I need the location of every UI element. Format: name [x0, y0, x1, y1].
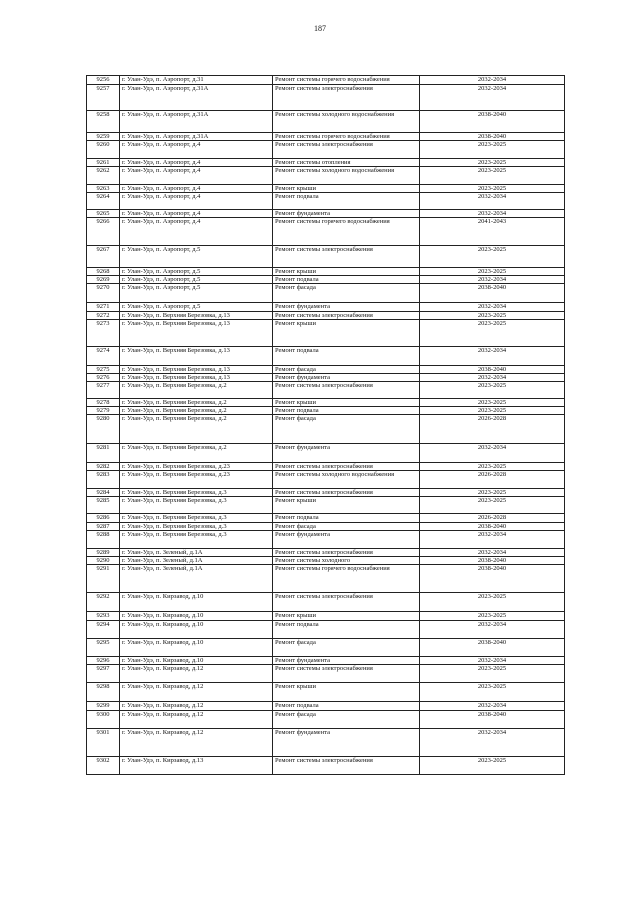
period-cell: 2032-2034 [420, 374, 565, 382]
table-row [87, 268, 565, 276]
row-number-cell: 9272 [87, 312, 120, 320]
address-cell: г. Улан-Удэ, п. Кирзавод, д.12 [120, 711, 273, 729]
work-type-cell: Ремонт системы холодного водоснабжения [273, 471, 420, 489]
table-row [87, 497, 565, 514]
period-cell: 2038-2040 [420, 639, 565, 657]
row-number-cell: 9291 [87, 565, 120, 593]
row-number-cell: 9264 [87, 193, 120, 210]
row-number-cell: 9279 [87, 407, 120, 415]
row-number-cell: 9269 [87, 276, 120, 284]
table-row [87, 374, 565, 382]
work-type-cell: Ремонт системы горячего водоснабжения [273, 218, 420, 246]
address-cell: г. Улан-Удэ, п. Верхняя Березовка, д.23 [120, 471, 273, 489]
period-cell: 2032-2034 [420, 702, 565, 711]
row-number-cell: 9285 [87, 497, 120, 514]
address-cell: г. Улан-Удэ, п. Верхняя Березовка, д.23 [120, 463, 273, 471]
table-row [87, 514, 565, 523]
period-cell: 2023-2025 [420, 612, 565, 621]
row-number-cell: 9278 [87, 399, 120, 407]
work-type-cell: Ремонт системы электроснабжения [273, 593, 420, 612]
address-cell: г. Улан-Удэ, п. Аэропорт, д.5 [120, 276, 273, 284]
address-cell: г. Улан-Удэ, п. Верхняя Березовка, д.3 [120, 514, 273, 523]
period-cell: 2032-2034 [420, 276, 565, 284]
period-cell: 2026-2028 [420, 415, 565, 444]
address-cell: г. Улан-Удэ, п. Аэропорт, д.31А [120, 85, 273, 111]
address-cell: г. Улан-Удэ, п. Кирзавод, д.12 [120, 665, 273, 683]
work-type-cell: Ремонт фундамента [273, 303, 420, 312]
row-number-cell: 9276 [87, 374, 120, 382]
table-row [87, 711, 565, 729]
row-number-cell: 9281 [87, 444, 120, 463]
period-cell: 2032-2034 [420, 444, 565, 463]
table-row [87, 612, 565, 621]
period-cell: 2038-2040 [420, 711, 565, 729]
address-cell: г. Улан-Удэ, п. Аэропорт, д.5 [120, 284, 273, 303]
row-number-cell: 9298 [87, 683, 120, 702]
table-row [87, 531, 565, 549]
work-type-cell: Ремонт системы электроснабжения [273, 757, 420, 775]
address-cell: г. Улан-Удэ, п. Аэропорт, д.4 [120, 167, 273, 185]
table-row [87, 347, 565, 366]
table-row [87, 683, 565, 702]
period-cell: 2023-2025 [420, 268, 565, 276]
work-type-cell: Ремонт системы холодного водоснабжения [273, 167, 420, 185]
period-cell: 2023-2025 [420, 665, 565, 683]
work-type-cell: Ремонт фасада [273, 415, 420, 444]
address-cell: г. Улан-Удэ, п. Верхняя Березовка, д.3 [120, 489, 273, 497]
period-cell: 2026-2028 [420, 471, 565, 489]
work-type-cell: Ремонт подвала [273, 347, 420, 366]
table-row [87, 218, 565, 246]
table-row [87, 489, 565, 497]
table-row [87, 665, 565, 683]
row-number-cell: 9273 [87, 320, 120, 347]
table-row [87, 276, 565, 284]
period-cell: 2023-2025 [420, 312, 565, 320]
work-type-cell: Ремонт подвала [273, 193, 420, 210]
period-cell: 2038-2040 [420, 557, 565, 565]
table-row [87, 366, 565, 374]
table-row [87, 85, 565, 111]
work-type-cell: Ремонт фасада [273, 366, 420, 374]
address-cell: г. Улан-Удэ, п. Аэропорт, д.4 [120, 159, 273, 167]
row-number-cell: 9270 [87, 284, 120, 303]
work-type-cell: Ремонт крыши [273, 497, 420, 514]
row-number-cell: 9280 [87, 415, 120, 444]
address-cell: г. Улан-Удэ, п. Верхняя Березовка, д.3 [120, 523, 273, 531]
row-number-cell: 9277 [87, 382, 120, 399]
work-type-cell: Ремонт подвала [273, 621, 420, 639]
address-cell: г. Улан-Удэ, п. Зеленый, д.1А [120, 565, 273, 593]
address-cell: г. Улан-Удэ, п. Верхняя Березовка, д.2 [120, 399, 273, 407]
table-row [87, 303, 565, 312]
period-cell: 2023-2025 [420, 463, 565, 471]
work-type-cell: Ремонт фундамента [273, 531, 420, 549]
period-cell: 2038-2040 [420, 111, 565, 133]
work-type-cell: Ремонт крыши [273, 683, 420, 702]
period-cell: 2023-2025 [420, 167, 565, 185]
table-row [87, 167, 565, 185]
period-cell: 2023-2025 [420, 320, 565, 347]
work-type-cell: Ремонт крыши [273, 185, 420, 193]
address-cell: г. Улан-Удэ, п. Верхняя Березовка, д.2 [120, 415, 273, 444]
table-row [87, 407, 565, 415]
period-cell: 2023-2025 [420, 382, 565, 399]
period-cell: 2023-2025 [420, 683, 565, 702]
work-type-cell: Ремонт фасада [273, 284, 420, 303]
period-cell: 2023-2025 [420, 399, 565, 407]
address-cell: г. Улан-Удэ, п. Аэропорт, д.31 [120, 76, 273, 85]
table-row [87, 523, 565, 531]
address-cell: г. Улан-Удэ, п. Верхняя Березовка, д.13 [120, 347, 273, 366]
row-number-cell: 9297 [87, 665, 120, 683]
period-cell: 2023-2025 [420, 185, 565, 193]
work-type-cell: Ремонт крыши [273, 612, 420, 621]
table-row [87, 111, 565, 133]
period-cell: 2023-2025 [420, 159, 565, 167]
period-cell: 2026-2028 [420, 514, 565, 523]
period-cell: 2023-2025 [420, 246, 565, 268]
table-row [87, 639, 565, 657]
address-cell: г. Улан-Удэ, п. Кирзавод, д.10 [120, 621, 273, 639]
table-row [87, 729, 565, 757]
row-number-cell: 9262 [87, 167, 120, 185]
row-number-cell: 9260 [87, 141, 120, 159]
period-cell: 2032-2034 [420, 210, 565, 218]
address-cell: г. Улан-Удэ, п. Аэропорт, д.5 [120, 246, 273, 268]
table-row [87, 320, 565, 347]
row-number-cell: 9261 [87, 159, 120, 167]
table-row [87, 159, 565, 167]
work-type-cell: Ремонт крыши [273, 399, 420, 407]
address-cell: г. Улан-Удэ, п. Верхняя Березовка, д.13 [120, 312, 273, 320]
row-number-cell: 9274 [87, 347, 120, 366]
table-row [87, 284, 565, 303]
period-cell: 2041-2043 [420, 218, 565, 246]
row-number-cell: 9301 [87, 729, 120, 757]
table-row [87, 312, 565, 320]
work-type-cell: Ремонт системы электроснабжения [273, 382, 420, 399]
row-number-cell: 9266 [87, 218, 120, 246]
work-type-cell: Ремонт системы электроснабжения [273, 246, 420, 268]
address-cell: г. Улан-Удэ, п. Аэропорт, д.5 [120, 268, 273, 276]
address-cell: г. Улан-Удэ, п. Кирзавод, д.12 [120, 729, 273, 757]
work-type-cell: Ремонт крыши [273, 320, 420, 347]
period-cell: 2023-2025 [420, 757, 565, 775]
work-type-cell: Ремонт системы холодного водоснабжения [273, 111, 420, 133]
table-row [87, 185, 565, 193]
period-cell: 2038-2040 [420, 133, 565, 141]
table-row [87, 549, 565, 557]
address-cell: г. Улан-Удэ, п. Кирзавод, д.10 [120, 657, 273, 665]
address-cell: г. Улан-Удэ, п. Верхняя Березовка, д.2 [120, 382, 273, 399]
address-cell: г. Улан-Удэ, п. Аэропорт, д.4 [120, 193, 273, 210]
row-number-cell: 9288 [87, 531, 120, 549]
table-row [87, 399, 565, 407]
period-cell: 2023-2025 [420, 407, 565, 415]
row-number-cell: 9290 [87, 557, 120, 565]
row-number-cell: 9268 [87, 268, 120, 276]
table-row [87, 193, 565, 210]
table-row [87, 757, 565, 775]
address-cell: г. Улан-Удэ, п. Верхняя Березовка, д.2 [120, 407, 273, 415]
address-cell: г. Улан-Удэ, п. Верхняя Березовка, д.13 [120, 374, 273, 382]
work-type-cell: Ремонт фасада [273, 639, 420, 657]
address-cell: г. Улан-Удэ, п. Кирзавод, д.12 [120, 683, 273, 702]
table-row [87, 210, 565, 218]
work-type-cell: Ремонт системы горячего водоснабжения [273, 76, 420, 85]
address-cell: г. Улан-Удэ, п. Кирзавод, д.10 [120, 593, 273, 612]
row-number-cell: 9263 [87, 185, 120, 193]
address-cell: г. Улан-Удэ, п. Аэропорт, д.4 [120, 210, 273, 218]
work-type-cell: Ремонт фундамента [273, 210, 420, 218]
row-number-cell: 9284 [87, 489, 120, 497]
period-cell: 2032-2034 [420, 85, 565, 111]
work-type-cell: Ремонт крыши [273, 268, 420, 276]
row-number-cell: 9289 [87, 549, 120, 557]
table-row [87, 463, 565, 471]
period-cell: 2032-2034 [420, 531, 565, 549]
work-type-cell: Ремонт подвала [273, 407, 420, 415]
period-cell: 2032-2034 [420, 729, 565, 757]
work-type-cell: Ремонт фундамента [273, 657, 420, 665]
address-cell: г. Улан-Удэ, п. Верхняя Березовка, д.13 [120, 320, 273, 347]
row-number-cell: 9292 [87, 593, 120, 612]
table-row [87, 415, 565, 444]
address-cell: г. Улан-Удэ, п. Кирзавод, д.13 [120, 757, 273, 775]
address-cell: г. Улан-Удэ, п. Аэропорт, д.4 [120, 141, 273, 159]
table-row [87, 621, 565, 639]
row-number-cell: 9258 [87, 111, 120, 133]
row-number-cell: 9300 [87, 711, 120, 729]
work-type-cell: Ремонт системы электроснабжения [273, 141, 420, 159]
row-number-cell: 9286 [87, 514, 120, 523]
work-type-cell: Ремонт системы отопления [273, 159, 420, 167]
address-cell: г. Улан-Удэ, п. Аэропорт, д.31А [120, 133, 273, 141]
address-cell: г. Улан-Удэ, п. Зеленый, д.1А [120, 549, 273, 557]
period-cell: 2032-2034 [420, 549, 565, 557]
work-type-cell: Ремонт системы горячего водоснабжения [273, 565, 420, 593]
period-cell: 2032-2034 [420, 621, 565, 639]
address-cell: г. Улан-Удэ, п. Верхняя Березовка, д.13 [120, 366, 273, 374]
row-number-cell: 9302 [87, 757, 120, 775]
address-cell: г. Улан-Удэ, п. Кирзавод, д.10 [120, 612, 273, 621]
row-number-cell: 9283 [87, 471, 120, 489]
period-cell: 2032-2034 [420, 193, 565, 210]
table-row [87, 593, 565, 612]
period-cell: 2023-2025 [420, 593, 565, 612]
work-type-cell: Ремонт подвала [273, 514, 420, 523]
row-number-cell: 9296 [87, 657, 120, 665]
row-number-cell: 9271 [87, 303, 120, 312]
period-cell: 2038-2040 [420, 565, 565, 593]
table-row [87, 133, 565, 141]
period-cell: 2032-2034 [420, 76, 565, 85]
work-type-cell: Ремонт фасада [273, 711, 420, 729]
work-type-cell: Ремонт подвала [273, 276, 420, 284]
period-cell: 2038-2040 [420, 284, 565, 303]
period-cell: 2023-2025 [420, 489, 565, 497]
row-number-cell: 9265 [87, 210, 120, 218]
table-row [87, 702, 565, 711]
address-cell: г. Улан-Удэ, п. Аэропорт, д.4 [120, 218, 273, 246]
row-number-cell: 9282 [87, 463, 120, 471]
table-row [87, 657, 565, 665]
row-number-cell: 9259 [87, 133, 120, 141]
table-row [87, 471, 565, 489]
address-cell: г. Улан-Удэ, п. Верхняя Березовка, д.3 [120, 497, 273, 514]
row-number-cell: 9256 [87, 76, 120, 85]
work-type-cell: Ремонт фундамента [273, 444, 420, 463]
table-row [87, 246, 565, 268]
work-type-cell: Ремонт системы электроснабжения [273, 665, 420, 683]
address-cell: г. Улан-Удэ, п. Зеленый, д.1А [120, 557, 273, 565]
address-cell: г. Улан-Удэ, п. Аэропорт, д.5 [120, 303, 273, 312]
address-cell: г. Улан-Удэ, п. Аэропорт, д.4 [120, 185, 273, 193]
address-cell: г. Улан-Удэ, п. Кирзавод, д.10 [120, 639, 273, 657]
address-cell: г. Улан-Удэ, п. Верхняя Березовка, д.2 [120, 444, 273, 463]
period-cell: 2032-2034 [420, 657, 565, 665]
row-number-cell: 9257 [87, 85, 120, 111]
work-type-cell: Ремонт системы холодного [273, 557, 420, 565]
row-number-cell: 9295 [87, 639, 120, 657]
period-cell: 2038-2040 [420, 523, 565, 531]
address-cell: г. Улан-Удэ, п. Аэропорт, д.31А [120, 111, 273, 133]
page-number: 187 [314, 24, 326, 33]
address-cell: г. Улан-Удэ, п. Верхняя Березовка, д.3 [120, 531, 273, 549]
table-row [87, 557, 565, 565]
work-type-cell: Ремонт системы электроснабжения [273, 549, 420, 557]
period-cell: 2032-2034 [420, 347, 565, 366]
row-number-cell: 9267 [87, 246, 120, 268]
table-row [87, 444, 565, 463]
row-number-cell: 9299 [87, 702, 120, 711]
repair-schedule-table [86, 75, 565, 775]
work-type-cell: Ремонт фундамента [273, 374, 420, 382]
work-type-cell: Ремонт системы электроснабжения [273, 463, 420, 471]
period-cell: 2032-2034 [420, 303, 565, 312]
work-type-cell: Ремонт системы горячего водоснабжения [273, 133, 420, 141]
work-type-cell: Ремонт системы электроснабжения [273, 85, 420, 111]
table-row [87, 141, 565, 159]
row-number-cell: 9294 [87, 621, 120, 639]
row-number-cell: 9293 [87, 612, 120, 621]
work-type-cell: Ремонт системы электроснабжения [273, 312, 420, 320]
table-row [87, 382, 565, 399]
work-type-cell: Ремонт фундамента [273, 729, 420, 757]
work-type-cell: Ремонт подвала [273, 702, 420, 711]
table-body [87, 76, 565, 775]
row-number-cell: 9287 [87, 523, 120, 531]
row-number-cell: 9275 [87, 366, 120, 374]
table-row [87, 76, 565, 85]
work-type-cell: Ремонт фасада [273, 523, 420, 531]
period-cell: 2023-2025 [420, 141, 565, 159]
address-cell: г. Улан-Удэ, п. Кирзавод, д.12 [120, 702, 273, 711]
period-cell: 2023-2025 [420, 497, 565, 514]
period-cell: 2038-2040 [420, 366, 565, 374]
work-type-cell: Ремонт системы электроснабжения [273, 489, 420, 497]
table-row [87, 565, 565, 593]
